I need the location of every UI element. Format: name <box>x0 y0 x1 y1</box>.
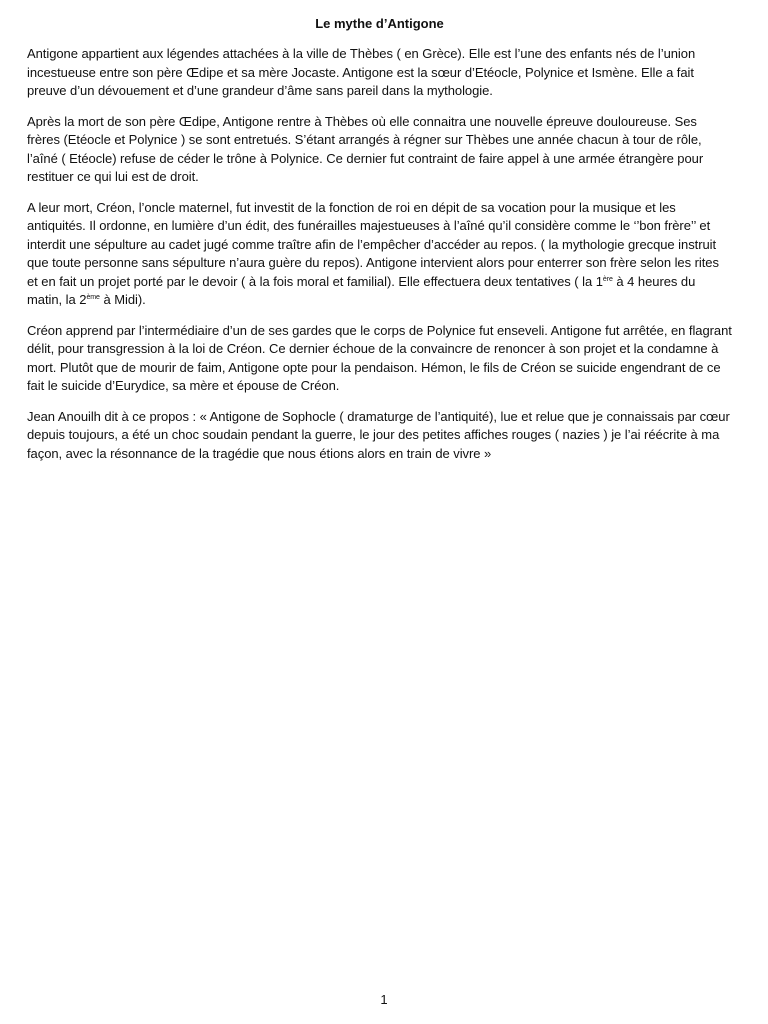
paragraph-creon-edict <box>27 199 732 310</box>
paragraph-brothers-conflict: Après la mort de son père Œdipe, Antigone rentre à Thèbes où elle connaitra une nouvelle épreuve douloureuse. Ses frères (Etéocle et Polynice ) se sont entretués. S’étant arrangés à régner sur Thèbes une année chacun à tour de rôle, l’aîné ( Etéocle) refuse de céder le trône à Polynice. Ce dernier fut contraint de faire appel à une armée étrangère pour restituer ce qui lui est de droit. <box>27 113 704 184</box>
paragraph-anouilh-quote: Jean Anouilh dit à ce propos : « Antigone de Sophocle ( dramaturge de l’antiquité), lue et relue que je connaissais par cœur depuis toujours, a été un choc soudain pendant la guerre, le jour des petites affiches rouges ( nazies ) je l’ai réécrite à ma façon, avec la résonnance de la tragédie que nous étions alors en train de vivre » <box>27 408 730 461</box>
paragraph-text-segment: à 4 heures du matin, la 2 <box>27 273 696 307</box>
paragraph-text-segment: à Midi). <box>99 292 146 307</box>
paragraph-origins: Antigone appartient aux légendes attachées à la ville de Thèbes ( en Grèce). Elle est l’une des enfants nés de l’union incestueuse entre son père Œdipe et sa mère Jocaste. Antigone est la sœur d’Etéocle, Polynice et Ismène. Elle a fait preuve d’un dévouement et d’une grandeur d’âme sans pareil dans la mythologie. <box>27 46 696 98</box>
document-title: Le mythe d’Antigone <box>315 16 444 31</box>
ordinal-superscript: ème <box>86 294 100 301</box>
paragraph-arrest-and-death: Créon apprend par l’intermédiaire d’un de ses gardes que le corps de Polynice fut enseveli. Antigone fut arrêtée, en flagrant délit, pour transgression à la loi de Créon. Ce dernier échoue de la convaincre de renoncer à son projet et la condamne à mort. Plutôt que de mourir de faim, Antigone opte pour la pendaison. Hémon, le fils de Créon se suicide engendrant de ce fait le suicide d’Eurydice, sa mère et épouse de Créon. <box>27 322 732 393</box>
ordinal-superscript: ère <box>602 275 613 283</box>
paragraph-text-segment: A leur mort, Créon, l’oncle maternel, fut investit de la fonction de roi en dépit de sa vocation pour la musique et les antiquités. Il ordonne, en lumière d’un édit, des funérailles majestueuses à l’aîné qu’il considère comme le ‘’bon frère’’ et interdit une sépulture au cadet jugé comme traître afin de l’empêcher d’accéder au repos. ( la mythologie grecque instruit que toute personne sans sépulture n’aura guère du repos). Antigone intervient alors pour enterrer son frère selon les rites et en fait un projet porté par le devoir ( à la fois moral et familial). Elle effectuera deux tentatives ( la 1 <box>27 199 719 289</box>
page-number: 1 <box>380 992 388 1007</box>
